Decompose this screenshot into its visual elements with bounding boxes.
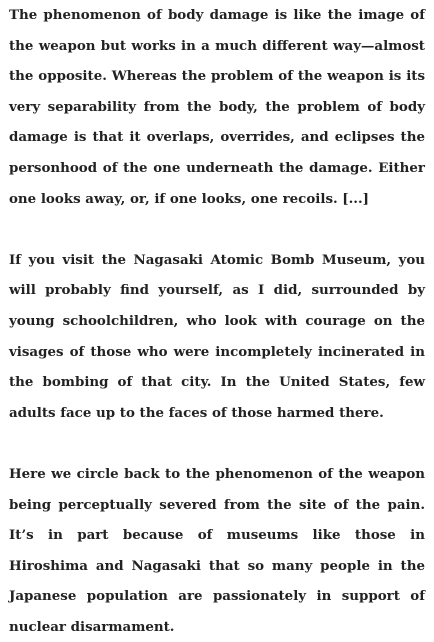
paragraph-body-damage: The phenomenon of body damage is like the image of the weapon but works in a much different way—almost the opposite. Whereas the problem of the weapon is its very separability from the body, the problem of body damage is that it overlaps, overrides, and eclipses the personhood of the one underneath the damage. Either one looks away, or, if one looks, one recoils. [...] — [9, 7, 425, 207]
paragraph-nuclear-disarmament: Here we circle back to the phenomenon of the weapon being perceptually severed from the site of the pain. It’s in part because of museums like those in Hiroshima and Nagasaki that so many people in the Japanese population are passionately in support of nuclear disarmament. — [9, 465, 425, 635]
paragraph-nagasaki-museum: If you visit the Nagasaki Atomic Bomb Museum, you will probably find yourself, as I did, surrounded by young schoolchildren, who look with courage on the visages of those who were incompletely incinerated in the bombing of that city. In the United States, few adults face up to the faces of those harmed there. — [9, 251, 425, 421]
